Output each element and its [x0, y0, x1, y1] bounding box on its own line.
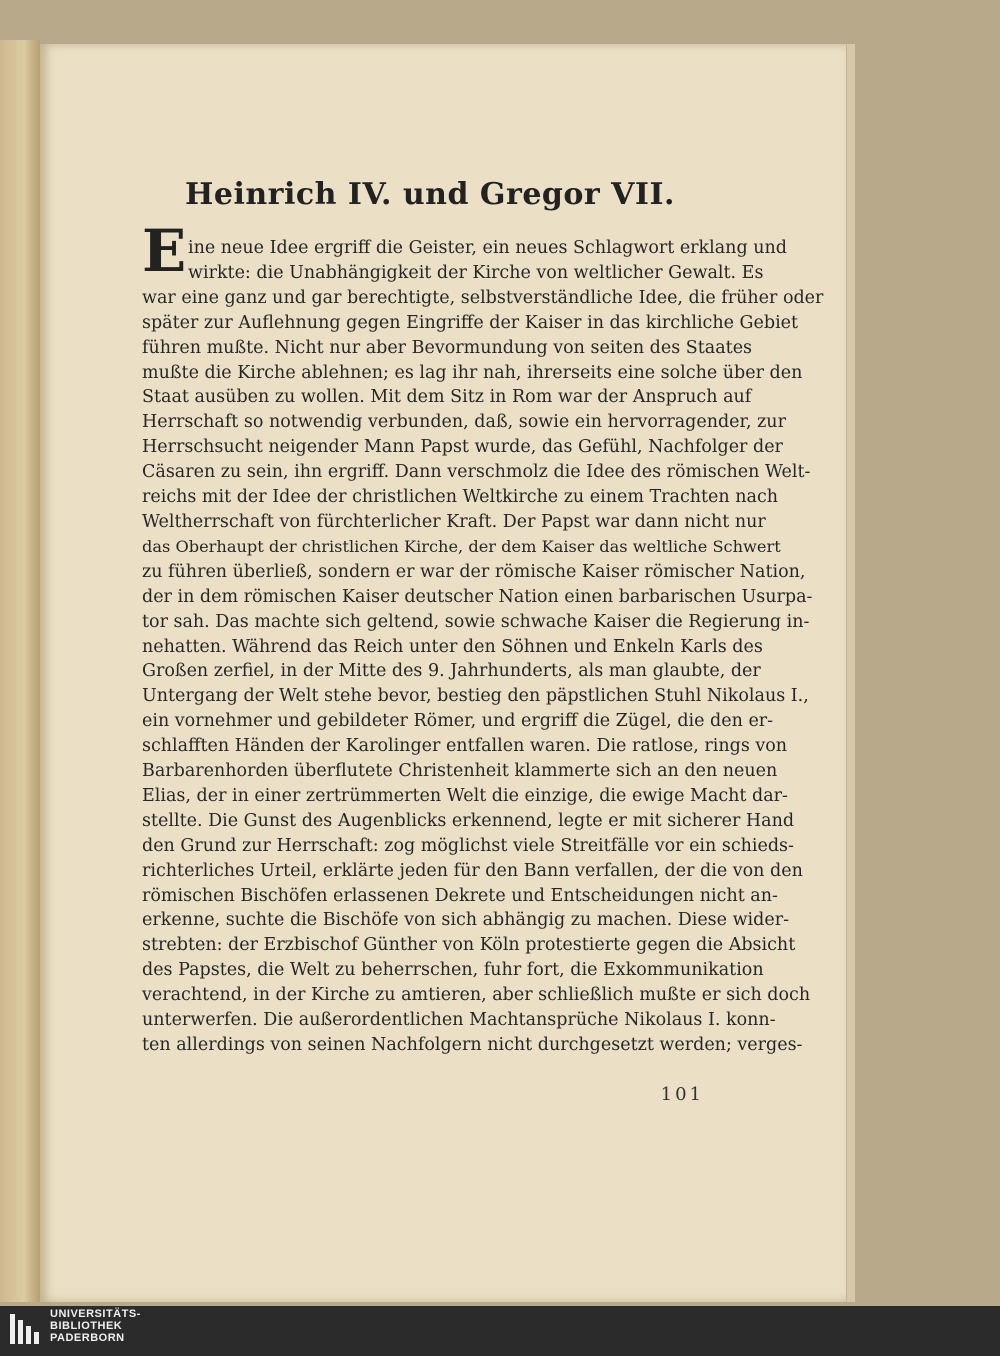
text-line: war eine ganz und gar berechtigte, selbstverständliche Idee, die früher oder — [142, 287, 824, 308]
library-name-line3: PADERBORN — [50, 1332, 125, 1344]
text-line: das Oberhaupt der christlichen Kirche, der dem Kaiser das weltliche Schwert — [142, 536, 781, 556]
text-line: tor sah. Das machte sich geltend, sowie schwache Kaiser die Regierung in- — [142, 611, 810, 632]
library-name-line1: UNIVERSITÄTS- — [50, 1308, 141, 1320]
library-name — [50, 1308, 141, 1344]
text-line: unterwerfen. Die außerordentlichen Machtansprüche Nikolaus I. konn- — [142, 1010, 776, 1031]
text-line: mußte die Kirche ablehnen; es lag ihr nah, ihrerseits eine solche über den — [142, 362, 803, 383]
text-line: führen mußte. Nicht nur aber Bevormundung von seiten des Staates — [142, 337, 753, 358]
text-line: den Grund zur Herrschaft: zog möglichst viele Streitfälle vor ein schieds- — [142, 835, 794, 856]
library-logo-icon — [6, 1306, 42, 1350]
text-line: Cäsaren zu sein, ihn ergriff. Dann verschmolz die Idee des römischen Welt- — [142, 462, 811, 483]
drop-cap-initial: E — [142, 217, 187, 285]
text-line: Herrschsucht neigender Mann Papst wurde, das Gefühl, Nachfolger der — [142, 437, 783, 458]
text-line: reichs mit der Idee der christlichen Weltkirche zu einem Trachten nach — [142, 487, 779, 508]
text-line: ine neue Idee ergriff die Geister, ein neues Schlagwort erklang und — [188, 238, 787, 258]
text-line: stellte. Die Gunst des Augenblicks erkennend, legte er mit sicherer Hand — [142, 810, 795, 831]
text-line: Staat ausüben zu wollen. Mit dem Sitz in Rom war der Anspruch auf — [142, 387, 752, 408]
text-line: schlafften Händen der Karolinger entfallen waren. Die ratlose, rings von — [142, 736, 788, 757]
text-line: der in dem römischen Kaiser deutscher Nation einen barbarischen Usurpa- — [142, 586, 813, 607]
text-line: Großen zerfiel, in der Mitte des 9. Jahrhunderts, als man glaubte, der — [142, 661, 761, 682]
text-line: ten allerdings von seinen Nachfolgern nicht durchgesetzt werden; verges- — [142, 1035, 803, 1055]
text-line: später zur Auflehnung gegen Eingriffe der Kaiser in das kirchliche Gebiet — [142, 312, 799, 333]
body-text — [142, 236, 824, 1058]
library-footer-bar — [0, 1306, 1000, 1356]
text-line: Barbarenhorden überflutete Christenheit klammerte sich an den neuen — [142, 761, 778, 782]
chapter-title: Heinrich IV. und Gregor VII. — [185, 177, 675, 212]
text-line: Untergang der Welt stehe bevor, bestieg den päpstlichen Stuhl Nikolaus I., — [142, 686, 809, 707]
text-line: richterliches Urteil, erklärte jeden für den Bann verfallen, der die von den — [142, 860, 803, 881]
text-line: zu führen überließ, sondern er war der römische Kaiser römischer Nation, — [142, 561, 806, 582]
text-line: nehatten. Während das Reich unter den Söhnen und Enkeln Karls des — [142, 636, 763, 657]
page-edge — [846, 44, 855, 1302]
text-line: erkenne, suchte die Bischöfe von sich abhängig zu machen. Diese wider- — [142, 910, 789, 931]
text-line: verachtend, in der Kirche zu amtieren, aber schließlich mußte er sich doch — [142, 985, 811, 1006]
text-line: Herrschaft so notwendig verbunden, daß, sowie ein hervorragender, zur — [142, 412, 786, 433]
library-name-line2: BIBLIOTHEK — [50, 1320, 123, 1332]
text-line: römischen Bischöfen erlassenen Dekrete und Entscheidungen nicht an- — [142, 885, 778, 906]
left-page-edge — [0, 40, 40, 1302]
text-line: Weltherrschaft von fürchterlicher Kraft. Der Papst war dann nicht nur — [142, 511, 766, 532]
text-line: Elias, der in einer zertrümmerten Welt die einzige, die ewige Macht dar- — [142, 785, 788, 806]
text-line: des Papstes, die Welt zu beherrschen, fuhr fort, die Exkommunikation — [142, 960, 764, 981]
text-line: ein vornehmer und gebildeter Römer, und ergriff die Zügel, die den er- — [142, 711, 774, 732]
page-number: 101 — [660, 1084, 704, 1105]
text-line: strebten: der Erzbischof Günther von Köln protestierte gegen die Absicht — [142, 935, 796, 956]
text-line: wirkte: die Unabhängigkeit der Kirche von weltlicher Gewalt. Es — [188, 262, 764, 283]
